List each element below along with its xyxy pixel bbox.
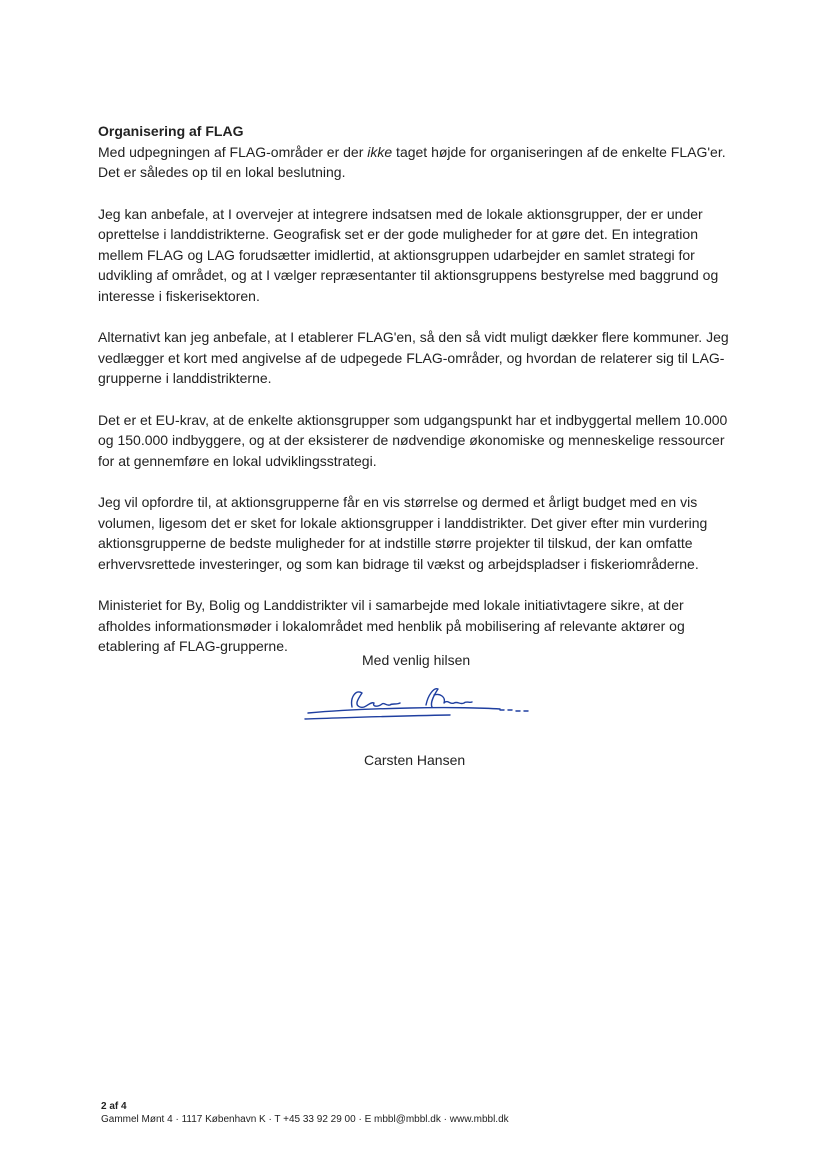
paragraph-lag-integration: Jeg kan anbefale, at I overvejer at integrere indsatsen med de lokale aktionsgrupper, der er under oprettelse i landdistrikterne. Geografisk set er der gode muligheder for at gøre det. En integration mellem FLAG og LAG forudsætter imidlertid, at aktionsgruppen udarbejder en samlet strategi for udvikling af området, og at I vælger repræsentanter til aktionsgruppens bestyrelse med baggrund og interesse i fiskerisektoren.	[98, 205, 719, 304]
footer-address: Gammel Mønt 4 · 1117 København K · T +45 33 92 29 00 · E mbbl@mbbl.dk · www.mbbl.dk	[101, 1114, 509, 1125]
closing-salutation: Med venlig hilsen	[362, 652, 471, 668]
intro-text-start: Med udpegningen af FLAG-områder er der	[98, 143, 368, 160]
paragraph-eu-requirement: Det er et EU-krav, at de enkelte aktionsgrupper som udgangspunkt har et indbyggertal mellem 10.000 og 150.000 indbyggere, og at der eksisterer de nødvendige økonomiske og menneskelige ressourcer for at gennemføre en lokal udviklingsstrategi.	[98, 411, 728, 469]
letter-body	[98, 121, 738, 678]
intro-paragraph	[98, 142, 738, 183]
page-number: 2 af 4	[101, 1101, 127, 1112]
intro-text-end: taget højde for organiseringen af de enkelte FLAG'er. Det er således op til en lokal beslutning.	[98, 143, 726, 180]
handwritten-signature	[300, 683, 532, 727]
page-footer	[101, 1100, 509, 1126]
paragraph-group-size: Jeg vil opfordre til, at aktionsgrupperne får en vis størrelse og dermed et årligt budget med en vis volumen, ligesom det er sket for lokale aktionsgrupper i landdistrikter. Det giver efter min vurdering aktionsgrupperne de bedste muligheder for at indstille større projekter til tilskud, der kan omfatte erhvervsrettede investeringer, og som kan bidrage til vækst og arbejdspladser i fiskeriområderne.	[98, 494, 708, 572]
intro-emphasis: ikke	[367, 143, 393, 160]
section-heading: Organisering af FLAG	[98, 123, 244, 139]
signer-name: Carsten Hansen	[364, 752, 466, 768]
paragraph-ministry: Ministeriet for By, Bolig og Landdistrikter vil i samarbejde med lokale initiativtagere sikre, at der afholdes informationsmøder i lokalområdet med henblik på mobilisering af relevante aktører og etablering af FLAG-grupperne.	[98, 597, 685, 654]
paragraph-municipalities: Alternativt kan jeg anbefale, at I etablerer FLAG'en, så den så vidt muligt dækker flere kommuner. Jeg vedlægger et kort med angivelse af de udpegede FLAG-områder, og hvordan de relaterer sig til LAG-grupperne i landdistrikterne.	[98, 329, 729, 386]
